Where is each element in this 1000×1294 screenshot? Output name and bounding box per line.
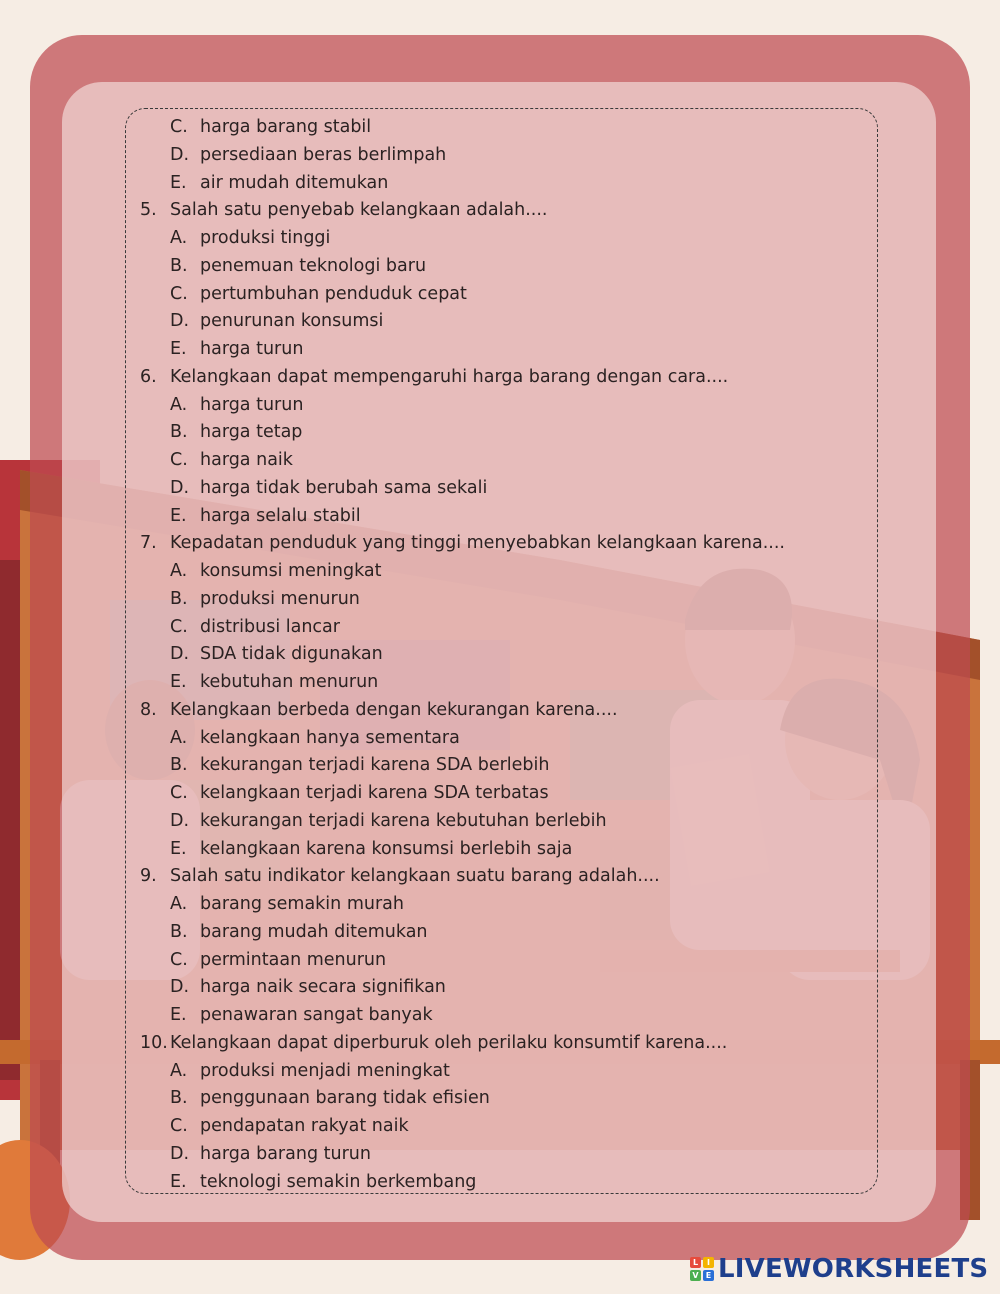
option-row[interactable] xyxy=(140,142,880,170)
option-row[interactable] xyxy=(140,752,880,780)
option-letter: E. xyxy=(170,838,187,859)
logo-icon-letter: L xyxy=(690,1257,701,1268)
option-letter: E. xyxy=(170,672,187,692)
option-text: harga naik xyxy=(200,450,293,470)
question-text: Kelangkaan dapat diperburuk oleh perilaku konsumtif karena.... xyxy=(170,1032,728,1053)
option-row[interactable] xyxy=(140,947,880,975)
option-row[interactable] xyxy=(140,558,880,586)
question-row xyxy=(140,697,880,725)
option-row[interactable] xyxy=(140,1002,880,1030)
logo-icon-letter: E xyxy=(703,1270,714,1281)
option-letter: E. xyxy=(170,1005,187,1025)
option-text: konsumsi meningkat xyxy=(200,561,382,581)
option-text: harga tidak berubah sama sekali xyxy=(200,477,488,498)
question-number: 9. xyxy=(140,866,157,887)
question-row xyxy=(140,364,880,392)
option-text: penurunan konsumsi xyxy=(200,311,384,332)
option-row[interactable] xyxy=(140,725,880,753)
option-letter: D. xyxy=(170,311,190,332)
option-letter: C. xyxy=(170,783,188,803)
option-row[interactable] xyxy=(140,919,880,947)
option-row[interactable] xyxy=(140,308,880,336)
question-text: Kelangkaan berbeda dengan kekurangan karena.... xyxy=(170,699,618,720)
option-text: kekurangan terjadi karena kebutuhan berlebih xyxy=(200,810,607,831)
option-letter: A. xyxy=(170,894,188,914)
question-number: 8. xyxy=(140,699,157,720)
logo-icon-letter: V xyxy=(690,1270,701,1281)
option-text: harga naik secara signifikan xyxy=(200,977,446,998)
option-row[interactable] xyxy=(140,336,880,364)
option-letter: D. xyxy=(170,477,190,498)
option-text: produksi menjadi meningkat xyxy=(200,1060,450,1081)
option-text: harga tetap xyxy=(200,422,303,443)
option-text: kelangkaan karena konsumsi berlebih saja xyxy=(200,838,573,859)
option-letter: B. xyxy=(170,1088,188,1109)
option-text: barang mudah ditemukan xyxy=(200,921,428,942)
option-text: harga barang turun xyxy=(200,1143,371,1164)
option-text: harga barang stabil xyxy=(200,117,372,137)
option-letter: D. xyxy=(170,644,190,665)
question-number: 7. xyxy=(140,533,157,554)
question-row xyxy=(140,863,880,891)
logo-icon-letter: I xyxy=(703,1257,714,1268)
option-row[interactable] xyxy=(140,475,880,503)
option-text: produksi menurun xyxy=(200,588,360,609)
option-letter: A. xyxy=(170,727,188,748)
option-text: harga turun xyxy=(200,339,304,359)
option-letter: A. xyxy=(170,228,188,248)
option-row[interactable] xyxy=(140,503,880,531)
option-row[interactable] xyxy=(140,1085,880,1113)
option-text: harga selalu stabil xyxy=(200,505,361,526)
option-text: kelangkaan hanya sementara xyxy=(200,727,460,748)
option-letter: B. xyxy=(170,921,188,942)
option-letter: D. xyxy=(170,977,190,998)
option-text: barang semakin murah xyxy=(200,894,404,914)
option-letter: A. xyxy=(170,394,188,415)
option-text: kekurangan terjadi karena SDA berlebih xyxy=(200,755,550,776)
option-row[interactable] xyxy=(140,614,880,642)
question-text: Kepadatan penduduk yang tinggi menyebabkan kelangkaan karena.... xyxy=(170,533,785,554)
option-row[interactable] xyxy=(140,808,880,836)
option-text: SDA tidak digunakan xyxy=(200,644,383,665)
option-text: pertumbuhan penduduk cepat xyxy=(200,283,467,304)
option-text: produksi tinggi xyxy=(200,228,331,248)
option-letter: B. xyxy=(170,422,188,443)
option-row[interactable] xyxy=(140,891,880,919)
option-row[interactable] xyxy=(140,669,880,697)
option-letter: A. xyxy=(170,1060,188,1081)
option-text: kelangkaan terjadi karena SDA terbatas xyxy=(200,783,549,803)
question-row xyxy=(140,530,880,558)
option-text: penawaran sangat banyak xyxy=(200,1005,433,1025)
questions-list xyxy=(140,114,880,1196)
option-letter: D. xyxy=(170,1143,190,1164)
question-number: 10. xyxy=(140,1032,168,1053)
option-row[interactable] xyxy=(140,780,880,808)
option-row[interactable] xyxy=(140,1141,880,1169)
option-letter: C. xyxy=(170,117,188,137)
option-row[interactable] xyxy=(140,1113,880,1141)
option-text: persediaan beras berlimpah xyxy=(200,144,447,165)
option-text: harga turun xyxy=(200,394,304,415)
question-number: 6. xyxy=(140,366,157,387)
option-text: distribusi lancar xyxy=(200,616,340,637)
option-row[interactable] xyxy=(140,225,880,253)
question-row xyxy=(140,197,880,225)
option-letter: E. xyxy=(170,1171,187,1192)
option-row[interactable] xyxy=(140,836,880,864)
option-letter: B. xyxy=(170,755,188,776)
option-text: penemuan teknologi baru xyxy=(200,255,427,276)
option-letter: A. xyxy=(170,561,188,581)
question-text: Kelangkaan dapat mempengaruhi harga barang dengan cara.... xyxy=(170,366,729,387)
option-letter: D. xyxy=(170,144,190,165)
question-row xyxy=(140,1030,880,1058)
option-letter: B. xyxy=(170,588,188,609)
option-row[interactable] xyxy=(140,641,880,669)
option-text: pendapatan rakyat naik xyxy=(200,1116,409,1136)
option-row[interactable] xyxy=(140,114,880,142)
option-letter: E. xyxy=(170,505,187,526)
liveworksheets-logo xyxy=(690,1252,988,1286)
question-text: Salah satu penyebab kelangkaan adalah.... xyxy=(170,200,548,221)
option-letter: C. xyxy=(170,450,188,470)
option-letter: C. xyxy=(170,283,188,304)
option-text: air mudah ditemukan xyxy=(200,172,389,193)
option-row[interactable] xyxy=(140,1169,880,1197)
question-number: 5. xyxy=(140,200,157,221)
option-row[interactable] xyxy=(140,392,880,420)
option-text: kebutuhan menurun xyxy=(200,672,379,692)
option-letter: C. xyxy=(170,1116,188,1136)
option-letter: D. xyxy=(170,810,190,831)
option-row[interactable] xyxy=(140,447,880,475)
option-row[interactable] xyxy=(140,419,880,447)
question-text: Salah satu indikator kelangkaan suatu barang adalah.... xyxy=(170,866,660,887)
option-letter: C. xyxy=(170,949,188,970)
option-row[interactable] xyxy=(140,586,880,614)
logo-text: LIVEWORKSHEETS xyxy=(718,1254,989,1284)
option-row[interactable] xyxy=(140,974,880,1002)
option-row[interactable] xyxy=(140,253,880,281)
option-letter: B. xyxy=(170,255,188,276)
logo-icon xyxy=(690,1257,714,1281)
option-row[interactable] xyxy=(140,170,880,198)
option-row[interactable] xyxy=(140,281,880,309)
option-letter: C. xyxy=(170,616,188,637)
option-row[interactable] xyxy=(140,1058,880,1086)
option-text: teknologi semakin berkembang xyxy=(200,1171,477,1192)
option-letter: E. xyxy=(170,339,187,359)
option-text: permintaan menurun xyxy=(200,949,387,970)
option-letter: E. xyxy=(170,172,187,193)
option-text: penggunaan barang tidak efisien xyxy=(200,1088,490,1109)
